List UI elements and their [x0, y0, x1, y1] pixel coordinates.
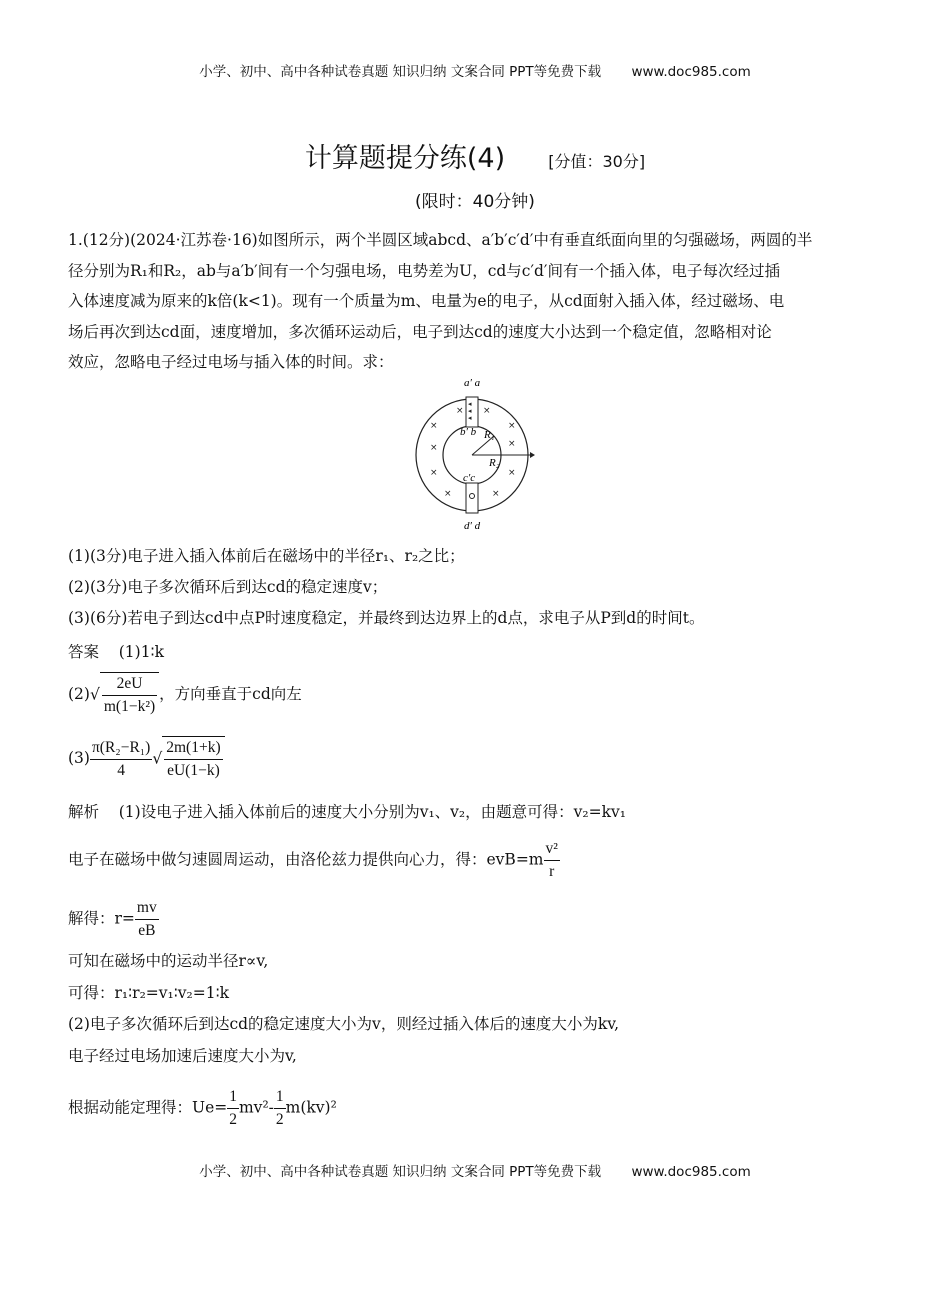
score-label: [分值：30分]	[548, 152, 646, 171]
fraction: $\frac{1}{2}$	[229, 1088, 237, 1128]
fraction: $\frac{\text{π(R₂−R₁)}}{4}$	[91, 738, 151, 779]
analysis-text: (1)设电子进入插入体前后的速度大小分别为v₁、v₂，由题意可得：v₂=kv₁	[118, 803, 626, 821]
header-text: 小学、初中、高中各种试卷真题 知识归纳 文案合同 PPT等免费下载	[199, 64, 602, 80]
point-p	[470, 494, 475, 499]
title-row	[0, 136, 950, 175]
svg-text:×: ×	[430, 468, 438, 478]
svg-text:×: ×	[456, 406, 464, 416]
label-b: b′ b	[460, 426, 477, 438]
header-site[interactable]: www.doc985.com	[631, 64, 751, 80]
stem-line: 径分别为R₁和R₂，ab与a′b′间有一个匀强电场，电势差为U，cd与c′d′间有一个插入体，电子每次经过插	[68, 261, 780, 280]
question-1: (1)(3分)电子进入插入体前后在磁场中的半径r₁、r₂之比；	[68, 547, 465, 565]
svg-text:◂: ◂	[468, 407, 472, 415]
page-header	[0, 60, 950, 80]
analysis-line-1	[68, 801, 626, 823]
analysis-line-5: 可得：r₁∶r₂=v₁∶v₂=1∶k	[68, 984, 230, 1002]
field-arrows	[468, 400, 472, 422]
stem-line: 场后再次到达cd面，速度增加，多次循环运动后，电子到达cd的速度大小达到一个稳定值，忽略相对论	[68, 322, 772, 341]
fraction: $\frac{mv}{eB}$	[136, 899, 157, 939]
sqrt-expression: √ $\frac{2m(1+k)}{eU(1-k)}$	[152, 736, 224, 782]
fraction: $\frac{1}{2}$	[275, 1088, 284, 1128]
answer-3-prefix: (3)	[68, 749, 90, 767]
label-c: c′c	[463, 472, 476, 484]
label-d: d′ d	[464, 520, 481, 532]
svg-text:×: ×	[492, 489, 500, 499]
svg-text:×: ×	[508, 439, 516, 449]
answer-2-row	[68, 672, 302, 718]
answer-3-row	[68, 736, 225, 782]
answer-2-suffix: ，方向垂直于cd向左	[159, 685, 302, 703]
answer-label: 答案	[68, 643, 100, 661]
fraction: $\frac{2eU}{\text{m(1−k²)}}$	[103, 675, 156, 715]
svg-text:×: ×	[508, 421, 516, 431]
stem-line: 效应，忽略电子经过电场与插入体的时间。求：	[68, 353, 394, 371]
question-2: (2)(3分)电子多次循环后到达cd的稳定速度v；	[68, 578, 388, 596]
stem-line: 1.(12分)(2024·江苏卷·16)如图所示，两个半圆区域abcd、a′b′c′d′中有垂直纸面向里的匀强磁场，两圆的半	[68, 231, 813, 249]
label-r1: R₁	[484, 429, 495, 441]
label-a: a′ a	[464, 377, 481, 389]
answer-1: (1)1∶k	[118, 643, 164, 661]
time-limit: (限时：40分钟)	[415, 192, 535, 212]
fraction: $\frac{2m(1+k)}{eU(1-k)}$	[166, 739, 221, 779]
analysis-line-7: 电子经过电场加速后速度大小为v,	[68, 1047, 297, 1065]
label-r2: R₂	[489, 457, 500, 469]
analysis-line-4: 可知在磁场中的运动半径r∝v,	[68, 952, 269, 970]
analysis-line-3: 解得：r= $\frac{mv}{eB}$	[68, 897, 159, 942]
fraction: $\frac{\text{v²}}{r}$	[545, 840, 558, 880]
sqrt-expression: √ $\frac{2eU}{\text{m(1−k²)}}$	[90, 672, 159, 718]
svg-text:×: ×	[430, 443, 438, 453]
question-3: (3)(6分)若电子到达cd中点P时速度稳定，并最终到达边界上的d点，求电子从P到d的时间t。	[68, 609, 705, 627]
problem-stem	[68, 225, 884, 378]
svg-text:×: ×	[444, 489, 452, 499]
analysis-line-6: (2)电子多次循环后到达cd的稳定速度大小为v，则经过插入体后的速度大小为kv,	[68, 1015, 620, 1033]
analysis-line-2: 电子在磁场中做匀速圆周运动，由洛伦兹力提供向心力，得：evB=m $\frac{\text{v²}}{r}$	[68, 838, 560, 883]
stem-line: 入体速度减为原来的k倍(k<1)。现有一个质量为m、电量为e的电子，从cd面射入插入体，经过磁场、电	[68, 292, 785, 310]
svg-text:◂: ◂	[468, 414, 472, 422]
answer-1-row	[68, 641, 164, 663]
page-footer	[0, 1160, 950, 1180]
magnetic-field-diagram	[410, 372, 545, 537]
svg-text:×: ×	[483, 406, 491, 416]
answer-2-prefix: (2)	[68, 685, 90, 703]
analysis-label: 解析	[68, 803, 100, 821]
analysis-line-8: 根据动能定理得：Ue= $\frac{1}{2}$ mv²- $\frac{1}{2}$ m(kv)²	[68, 1086, 337, 1131]
r2-arrowhead	[530, 452, 535, 458]
page-title: 计算题提分练(4)	[304, 143, 506, 174]
svg-text:×: ×	[508, 468, 516, 478]
svg-text:×: ×	[430, 421, 438, 431]
footer-site[interactable]: www.doc985.com	[631, 1164, 751, 1180]
footer-text: 小学、初中、高中各种试卷真题 知识归纳 文案合同 PPT等免费下载	[199, 1164, 602, 1180]
svg-text:◂: ◂	[468, 400, 472, 408]
